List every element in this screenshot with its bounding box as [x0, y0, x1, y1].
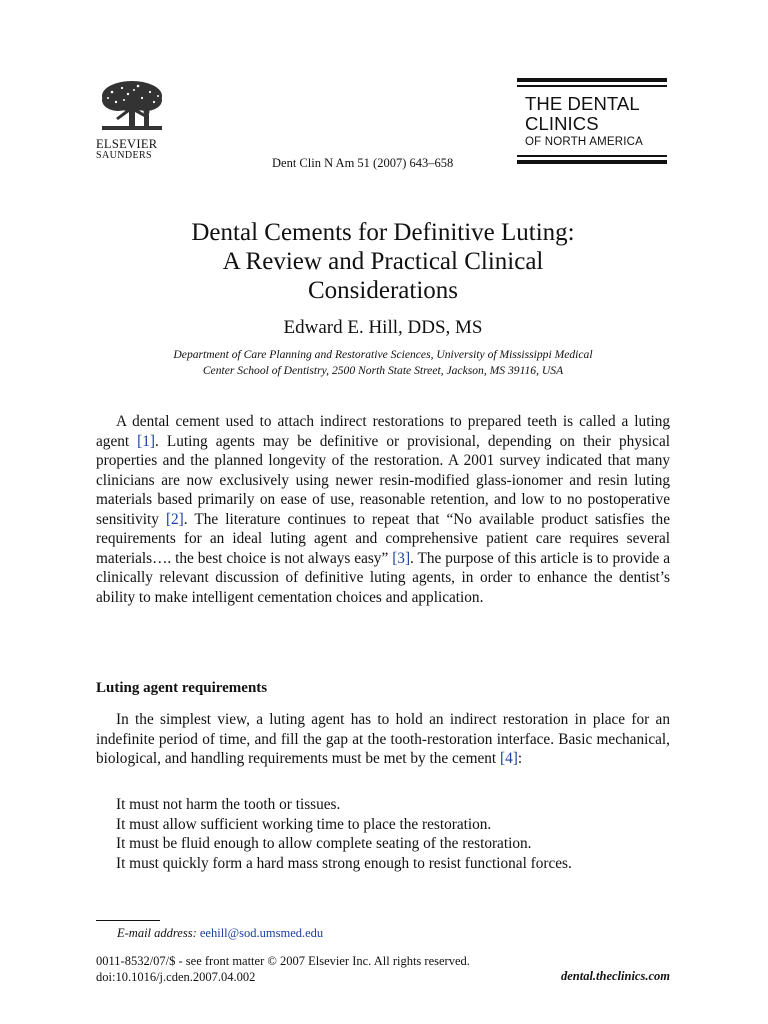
author-affiliation	[96, 347, 670, 379]
publisher-name: ELSEVIER	[96, 137, 158, 151]
journal-masthead	[517, 78, 667, 164]
citation-link-2[interactable]: [2]	[165, 510, 184, 528]
copyright-block	[96, 953, 470, 985]
list-item: It must be fluid enough to allow complete seating of the restoration.	[116, 835, 532, 852]
rule-divider	[517, 160, 667, 164]
journal-citation: Dent Clin N Am 51 (2007) 643–658	[272, 156, 454, 170]
article-author: Edward E. Hill, DDS, MS	[283, 317, 483, 338]
requirements-paragraph	[96, 710, 670, 769]
elsevier-tree-icon	[98, 78, 166, 136]
email-label: E-mail address:	[117, 926, 197, 940]
publisher-logo	[96, 78, 168, 161]
author-email-link[interactable]: eehill@sod.umsmed.edu	[199, 926, 324, 940]
rule-divider	[517, 155, 667, 157]
list-item: It must not harm the tooth or tissues.	[116, 796, 341, 813]
journal-name-line: CLINICS	[525, 113, 599, 134]
rule-divider	[517, 78, 667, 82]
section-heading: Luting agent requirements	[96, 680, 268, 696]
copyright-line: 0011-8532/07/$ - see front matter © 2007 Elsevier Inc. All rights reserved.	[96, 954, 470, 968]
paragraph-text: A dental cement used to attach indirect restorations to prepared teeth is called a luting agent	[96, 413, 670, 450]
citation-link-1[interactable]: [1]	[137, 432, 156, 450]
paragraph-text: . The literature continues to repeat that “No available product satisfies the requirements for an ideal luting agent and comprehensive patient care requires several materials…. the best choice is not always easy”	[96, 510, 670, 567]
article-title	[96, 218, 670, 305]
affiliation-line: Center School of Dentistry, 2500 North State Street, Jackson, MS 39116, USA	[202, 364, 564, 377]
publisher-imprint: SAUNDERS	[96, 150, 152, 161]
title-line: Considerations	[308, 277, 458, 304]
journal-website-link[interactable]: dental.theclinics.com	[560, 969, 670, 983]
footnote-divider	[96, 920, 160, 921]
paragraph-text: . Luting agents may be definitive or provisional, depending on their physical properties and the planned longevity of the restoration. A 2001 survey indicated that many clinicians are now exclusively using newer resin-modified glass-ionomer and resin luting materials based primarily on ease of use, reasonable retention, and low to no postoperative sensitivity	[96, 432, 670, 528]
paragraph-text: . The purpose of this article is to provide a clinically relevant discussion of definitive luting agents, in order to enhance the dentist’s ability to make intelligent cementation choices and application.	[96, 549, 670, 606]
affiliation-line: Department of Care Planning and Restorative Sciences, University of Mississippi Medical	[173, 348, 593, 361]
journal-name-line: THE DENTAL	[525, 93, 640, 114]
paragraph-text: In the simplest view, a luting agent has to hold an indirect restoration in place for an indefinite period of time, and fill the gap at the tooth-restoration interface. Basic mechanical, biological, and handling requirements must be met by the cement	[96, 711, 670, 767]
title-line: A Review and Practical Clinical	[222, 248, 544, 275]
list-item: It must allow sufficient working time to place the restoration.	[116, 815, 492, 833]
journal-name	[517, 87, 667, 134]
citation-link-3[interactable]: [3]	[392, 549, 411, 567]
footnote	[117, 926, 323, 941]
masthead-top-rules	[517, 78, 667, 87]
intro-paragraph	[96, 412, 670, 607]
masthead-bottom-rules	[517, 155, 667, 164]
paragraph-text: :	[517, 750, 523, 767]
title-line: Dental Cements for Definitive Luting:	[191, 219, 575, 246]
journal-subtitle: OF NORTH AMERICA	[525, 136, 643, 148]
citation-link-4[interactable]: [4]	[500, 750, 518, 767]
requirements-list	[116, 795, 670, 873]
list-item: It must quickly form a hard mass strong enough to resist functional forces.	[116, 854, 572, 872]
doi-line: doi:10.1016/j.cden.2007.04.002	[96, 970, 256, 984]
